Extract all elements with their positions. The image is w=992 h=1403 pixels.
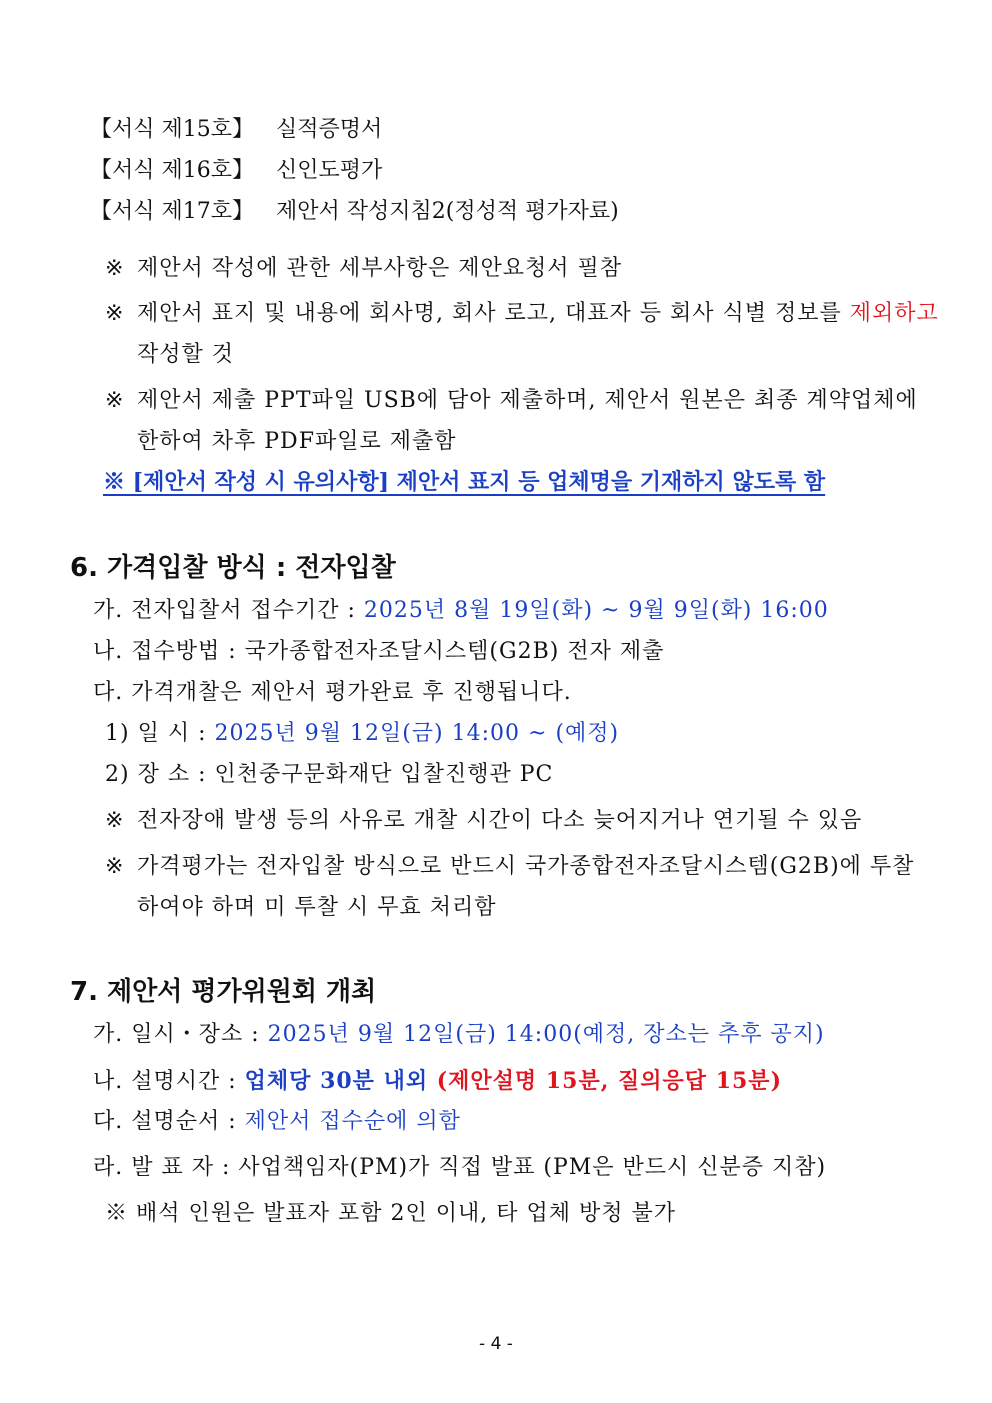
form-15-line [90,115,382,145]
reference-mark-icon: ※ [105,301,125,326]
reference-mark-icon: ※ [105,256,125,281]
reference-mark-icon: ※ [105,854,125,879]
section-6-note-1 [105,806,862,836]
presentation-order-value: 제안서 접수순에 의함 [244,1109,461,1134]
note-text: 제안서 표지 및 내용에 회사명, 회사 로고, 대표자 등 회사 식별 정보를 [137,301,850,326]
presentation-breakdown: (제안설명 15분, 질의응답 15분) [436,1068,782,1094]
note-text: 가격평가는 전자입찰 방식으로 반드시 국가종합전자조달시스템(G2B)에 투찰 [137,854,915,879]
item-label: 나. 설명시간 : [93,1069,245,1094]
note-text: 제안서 작성에 관한 세부사항은 제안요청서 필참 [137,256,623,281]
note-exclude-identity-cont: 작성할 것 [137,342,235,367]
reference-mark-icon: ※ [105,808,125,833]
item-label: 1) 일 시 : [105,721,215,746]
section-7-note: ※ 배석 인원은 발표자 포함 2인 이내, 타 업체 방청 불가 [105,1201,676,1226]
section-6-note-2-cont: 하여야 하며 미 투찰 시 무효 처리함 [137,895,497,920]
form-ref: 【서식 제15호】 [90,117,254,142]
section-7-ra: 라. 발 표 자 : 사업책임자(PM)가 직접 발표 (PM은 반드시 신분증 지참) [93,1155,827,1180]
item-label: 다. 설명순서 : [93,1109,245,1134]
note-text: 전자장애 발생 등의 사유로 개찰 시간이 다소 늦어지거나 연기될 수 있음 [137,808,863,833]
exclude-emphasis: 제외하고 [849,301,939,326]
section-7-na [93,1066,782,1097]
bid-period-value: 2025년 8월 19일(화) ~ 9월 9일(화) 16:00 [363,598,829,623]
form-ref: 【서식 제16호】 [90,158,254,183]
section-6-note-2 [105,852,914,882]
caution-note: ※ [제안서 작성 시 유의사항] 제안서 표지 등 업체명을 기재하지 않도록 함 [103,469,826,495]
item-label: 가. 전자입찰서 접수기간 : [93,598,364,623]
opening-datetime-value: 2025년 9월 12일(금) 14:00 ~ (예정) [214,721,620,746]
presentation-time-value: 업체당 30분 내외 [244,1068,437,1094]
section-6-na: 나. 접수방법 : 국가종합전자조달시스템(G2B) 전자 제출 [93,639,665,664]
form-title: 실적증명서 [276,117,383,142]
form-ref: 【서식 제17호】 [90,199,254,224]
form-17-line [90,197,619,227]
section-6-d2: 2) 장 소 : 인천중구문화재단 입찰진행관 PC [105,762,554,787]
note-ppt-usb [105,386,918,416]
section-7-heading: 7. 제안서 평가위원회 개최 [70,977,377,1007]
note-proposal-details [105,254,622,284]
form-title: 제안서 작성지침2(정성적 평가자료) [276,199,619,224]
section-6-heading: 6. 가격입찰 방식 : 전자입찰 [70,553,396,583]
committee-datetime-value: 2025년 9월 12일(금) 14:00(예정, 장소는 추후 공지) [267,1022,825,1047]
section-7-da [93,1107,461,1137]
item-label: 가. 일시・장소 : [93,1022,268,1047]
section-6-ga [93,596,829,626]
page-number: - 4 - [479,1334,513,1354]
section-7-ga [93,1020,825,1050]
form-16-line [90,156,382,186]
section-6-d1 [105,719,619,749]
note-text: 제안서 제출 PPT파일 USB에 담아 제출하며, 제안서 원본은 최종 계약업체에 [137,388,918,413]
section-6-da: 다. 가격개찰은 제안서 평가완료 후 진행됩니다. [93,680,572,705]
note-exclude-identity [105,299,939,329]
note-ppt-usb-cont: 한하여 차후 PDF파일로 제출함 [137,429,457,454]
reference-mark-icon: ※ [105,388,125,413]
form-title: 신인도평가 [276,158,383,183]
